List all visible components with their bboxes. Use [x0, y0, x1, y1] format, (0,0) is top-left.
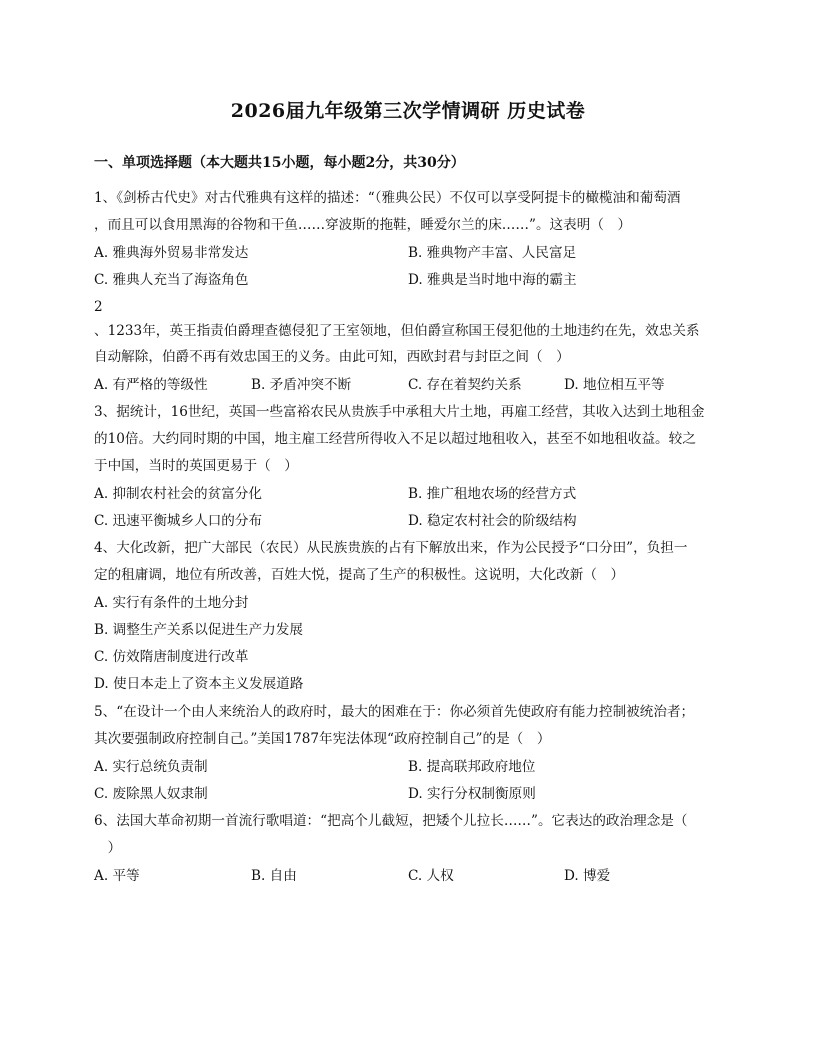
- question-2-line-1: 、1233年，英王指责伯爵理查德侵犯了王室领地，但伯爵宣称国王侵犯他的土地违约在先，效忠关系: [94, 323, 700, 339]
- question-2-option-c: C. 存在着契约关系: [408, 377, 522, 393]
- question-2-option-d: D. 地位相互平等: [564, 377, 665, 393]
- question-1-option-a: A. 雅典海外贸易非常发达: [94, 245, 249, 261]
- question-2-option-a: A. 有严格的等级性: [94, 377, 208, 393]
- question-6-option-c: C. 人权: [408, 868, 454, 884]
- question-2-number: 2: [94, 299, 103, 315]
- question-1-line-1: 1、《剑桥古代史》对古代雅典有这样的描述：“（雅典公民）不仅可以享受阿提卡的橄榄油和葡萄酒: [94, 190, 681, 206]
- question-4-option-d: D. 使日本走上了资本主义发展道路: [94, 676, 304, 692]
- question-6-line-2: ）: [94, 840, 122, 856]
- question-5-line-2: 其次要强制政府控制自己。”美国1787年宪法体现“政府控制自己”的是（ ）: [94, 731, 551, 747]
- question-6-option-a: A. 平等: [94, 868, 140, 884]
- question-4-option-a: A. 实行有条件的土地分封: [94, 595, 249, 611]
- question-3-line-3: 于中国，当时的英国更易于（ ）: [94, 458, 298, 474]
- question-4-option-c: C. 仿效隋唐制度进行改革: [94, 649, 249, 665]
- question-3-option-c: C. 迅速平衡城乡人口的分布: [94, 513, 263, 529]
- question-6-option-b: B. 自由: [251, 868, 297, 884]
- question-3-option-a: A. 抑制农村社会的贫富分化: [94, 486, 262, 502]
- section-heading: 一、单项选择题（本大题共15小题，每小题2分，共30分）: [94, 155, 465, 171]
- question-2-option-b: B. 矛盾冲突不断: [251, 377, 352, 393]
- question-4-line-1: 4、大化改新，把广大部民（农民）从民族贵族的占有下解放出来，作为公民授予“口分田”，负担一: [94, 540, 688, 556]
- question-3-option-d: D. 稳定农村社会的阶级结构: [408, 513, 577, 529]
- question-5-option-d: D. 实行分权制衡原则: [408, 786, 536, 802]
- exam-title: 2026届九年级第三次学情调研 历史试卷: [230, 100, 586, 122]
- question-1-line-2: ，而且可以食用黑海的谷物和干鱼……穿波斯的拖鞋，睡爱尔兰的床……”。这表明（ ）: [94, 217, 632, 233]
- question-5-option-c: C. 废除黑人奴隶制: [94, 786, 208, 802]
- question-1-option-b: B. 雅典物产丰富、人民富足: [408, 245, 577, 261]
- question-2-line-2: 自动解除，伯爵不再有效忠国王的义务。由此可知，西欧封君与封臣之间（ ）: [94, 349, 570, 365]
- question-1-option-c: C. 雅典人充当了海盗角色: [94, 272, 249, 288]
- question-3-line-2: 的10倍。大约同时期的中国，地主雇工经营所得收入不足以超过地租收入，甚至不如地租收益。较之: [94, 431, 696, 447]
- question-6-option-d: D. 博爱: [564, 868, 611, 884]
- question-5-option-b: B. 提高联邦政府地位: [408, 759, 536, 775]
- question-5-option-a: A. 实行总统负责制: [94, 759, 208, 775]
- question-3-line-1: 3、据统计，16世纪，英国一些富裕农民从贵族手中承租大片土地，再雇工经营，其收入达到土地租金: [94, 404, 705, 420]
- question-3-option-b: B. 推广租地农场的经营方式: [408, 486, 577, 502]
- question-6-line-1: 6、法国大革命初期一首流行歌唱道：“把高个儿截短，把矮个儿拉长……”。它表达的政治理念是（: [94, 813, 688, 829]
- question-4-option-b: B. 调整生产关系以促进生产力发展: [94, 622, 303, 638]
- question-5-line-1: 5、“在设计一个由人来统治人的政府时，最大的困难在于：你必须首先使政府有能力控制被统治者；: [94, 704, 695, 720]
- question-1-option-d: D. 雅典是当时地中海的霸主: [408, 272, 577, 288]
- question-4-line-2: 定的租庸调，地位有所改善，百姓大悦，提高了生产的积极性。这说明，大化改新（ ）: [94, 567, 625, 583]
